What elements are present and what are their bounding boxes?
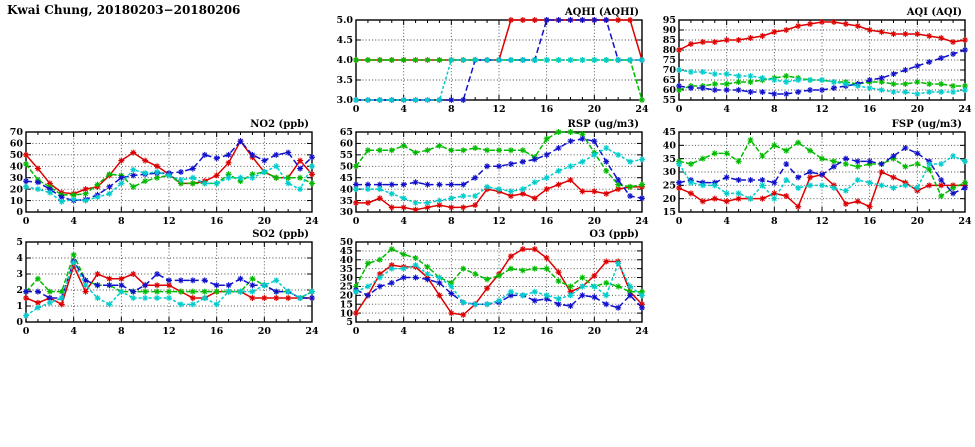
svg-text:0: 0	[352, 326, 360, 337]
page-title: Kwai Chung, 20180203−20180206	[7, 3, 241, 17]
svg-text:2: 2	[16, 285, 23, 297]
svg-text:24: 24	[958, 216, 972, 227]
chart-no2	[0, 118, 322, 230]
svg-text:0: 0	[16, 317, 23, 329]
svg-text:40: 40	[339, 184, 353, 196]
svg-text:45: 45	[662, 127, 676, 139]
svg-text:12: 12	[492, 104, 506, 115]
svg-text:15: 15	[662, 207, 676, 219]
svg-text:0: 0	[675, 216, 683, 227]
chart-rsp	[330, 118, 652, 230]
svg-text:0: 0	[22, 326, 30, 337]
svg-text:30: 30	[662, 167, 676, 179]
svg-text:3.0: 3.0	[336, 95, 353, 107]
svg-text:15: 15	[339, 299, 353, 311]
svg-text:30: 30	[339, 272, 353, 284]
svg-text:24: 24	[635, 326, 649, 337]
svg-text:4: 4	[400, 326, 407, 337]
chart-aqi-title: AQI (AQI)	[906, 7, 962, 18]
svg-text:55: 55	[339, 150, 353, 162]
svg-text:95: 95	[662, 15, 676, 27]
chart-svg-aqhi	[330, 6, 652, 118]
chart-aqhi	[330, 6, 652, 118]
svg-text:3.5: 3.5	[336, 75, 353, 87]
svg-text:50: 50	[339, 161, 353, 173]
svg-text:24: 24	[958, 104, 972, 115]
svg-text:5.0: 5.0	[336, 15, 353, 27]
svg-text:16: 16	[210, 326, 224, 337]
svg-text:25: 25	[662, 180, 676, 192]
svg-text:0: 0	[352, 216, 360, 227]
svg-text:16: 16	[210, 216, 224, 227]
svg-text:12: 12	[815, 216, 829, 227]
svg-text:20: 20	[339, 290, 353, 302]
svg-text:8: 8	[118, 326, 125, 337]
svg-text:85: 85	[662, 35, 676, 47]
svg-text:20: 20	[910, 104, 924, 115]
svg-text:24: 24	[305, 326, 319, 337]
chart-svg-o3	[330, 228, 652, 340]
svg-text:80: 80	[662, 45, 676, 57]
svg-text:4: 4	[70, 326, 77, 337]
svg-text:24: 24	[635, 104, 649, 115]
svg-text:16: 16	[540, 216, 554, 227]
svg-text:10: 10	[9, 195, 23, 207]
svg-text:20: 20	[587, 104, 601, 115]
svg-text:65: 65	[662, 75, 676, 87]
svg-text:50: 50	[9, 150, 23, 162]
svg-text:12: 12	[162, 216, 176, 227]
svg-text:8: 8	[448, 104, 455, 115]
svg-text:55: 55	[662, 95, 676, 107]
svg-text:45: 45	[339, 172, 353, 184]
svg-text:8: 8	[448, 326, 455, 337]
svg-text:40: 40	[339, 254, 353, 266]
svg-text:40: 40	[662, 140, 676, 152]
chart-svg-aqi	[653, 6, 975, 118]
svg-text:20: 20	[910, 216, 924, 227]
svg-text:4: 4	[70, 216, 77, 227]
chart-aqi	[653, 6, 975, 118]
svg-text:5: 5	[346, 317, 353, 329]
svg-text:16: 16	[863, 216, 877, 227]
svg-text:4.5: 4.5	[336, 35, 353, 47]
svg-text:60: 60	[9, 138, 23, 150]
svg-text:12: 12	[492, 216, 506, 227]
svg-text:16: 16	[540, 326, 554, 337]
svg-text:60: 60	[339, 138, 353, 150]
chart-fsp	[653, 118, 975, 230]
svg-text:45: 45	[339, 246, 353, 258]
svg-text:12: 12	[162, 326, 176, 337]
svg-text:0: 0	[16, 207, 23, 219]
svg-text:35: 35	[339, 195, 353, 207]
svg-text:70: 70	[9, 127, 23, 139]
svg-text:0: 0	[352, 104, 360, 115]
svg-text:20: 20	[587, 326, 601, 337]
svg-text:8: 8	[771, 216, 778, 227]
svg-text:16: 16	[540, 104, 554, 115]
svg-text:5: 5	[16, 237, 23, 249]
svg-text:4: 4	[723, 104, 730, 115]
chart-so2-title: SO2 (ppb)	[252, 229, 309, 240]
svg-text:25: 25	[339, 281, 353, 293]
svg-text:50: 50	[339, 237, 353, 249]
svg-text:75: 75	[662, 55, 676, 67]
svg-text:10: 10	[339, 308, 353, 320]
svg-text:0: 0	[675, 104, 683, 115]
chart-no2-title: NO2 (ppb)	[250, 119, 309, 130]
svg-text:70: 70	[662, 65, 676, 77]
svg-text:8: 8	[448, 216, 455, 227]
svg-text:0: 0	[22, 216, 30, 227]
chart-fsp-title: FSP (ug/m3)	[891, 119, 962, 130]
svg-text:4: 4	[723, 216, 730, 227]
chart-svg-no2	[0, 118, 322, 230]
svg-text:4: 4	[400, 216, 407, 227]
svg-text:4: 4	[16, 253, 23, 265]
svg-text:35: 35	[339, 263, 353, 275]
svg-text:20: 20	[662, 193, 676, 205]
svg-text:35: 35	[662, 153, 676, 165]
svg-text:30: 30	[339, 207, 353, 219]
chart-aqhi-title: AQHI (AQHI)	[564, 7, 639, 18]
svg-text:24: 24	[635, 216, 649, 227]
chart-svg-rsp	[330, 118, 652, 230]
chart-so2	[0, 228, 322, 340]
svg-text:40: 40	[9, 161, 23, 173]
svg-text:12: 12	[492, 326, 506, 337]
svg-text:20: 20	[9, 184, 23, 196]
svg-text:3: 3	[16, 269, 23, 281]
chart-svg-fsp	[653, 118, 975, 230]
svg-text:60: 60	[662, 85, 676, 97]
svg-text:12: 12	[815, 104, 829, 115]
svg-text:8: 8	[771, 104, 778, 115]
svg-text:24: 24	[305, 216, 319, 227]
svg-text:8: 8	[118, 216, 125, 227]
svg-text:30: 30	[9, 172, 23, 184]
svg-text:20: 20	[257, 216, 271, 227]
svg-text:4.0: 4.0	[336, 55, 353, 67]
chart-o3-title: O3 (ppb)	[589, 229, 639, 240]
svg-text:20: 20	[587, 216, 601, 227]
svg-text:16: 16	[863, 104, 877, 115]
svg-text:20: 20	[257, 326, 271, 337]
svg-text:90: 90	[662, 25, 676, 37]
chart-rsp-title: RSP (ug/m3)	[567, 119, 639, 130]
svg-text:1: 1	[16, 301, 23, 313]
chart-o3	[330, 228, 652, 340]
svg-text:65: 65	[339, 127, 353, 139]
svg-text:4: 4	[400, 104, 407, 115]
chart-svg-so2	[0, 228, 322, 340]
